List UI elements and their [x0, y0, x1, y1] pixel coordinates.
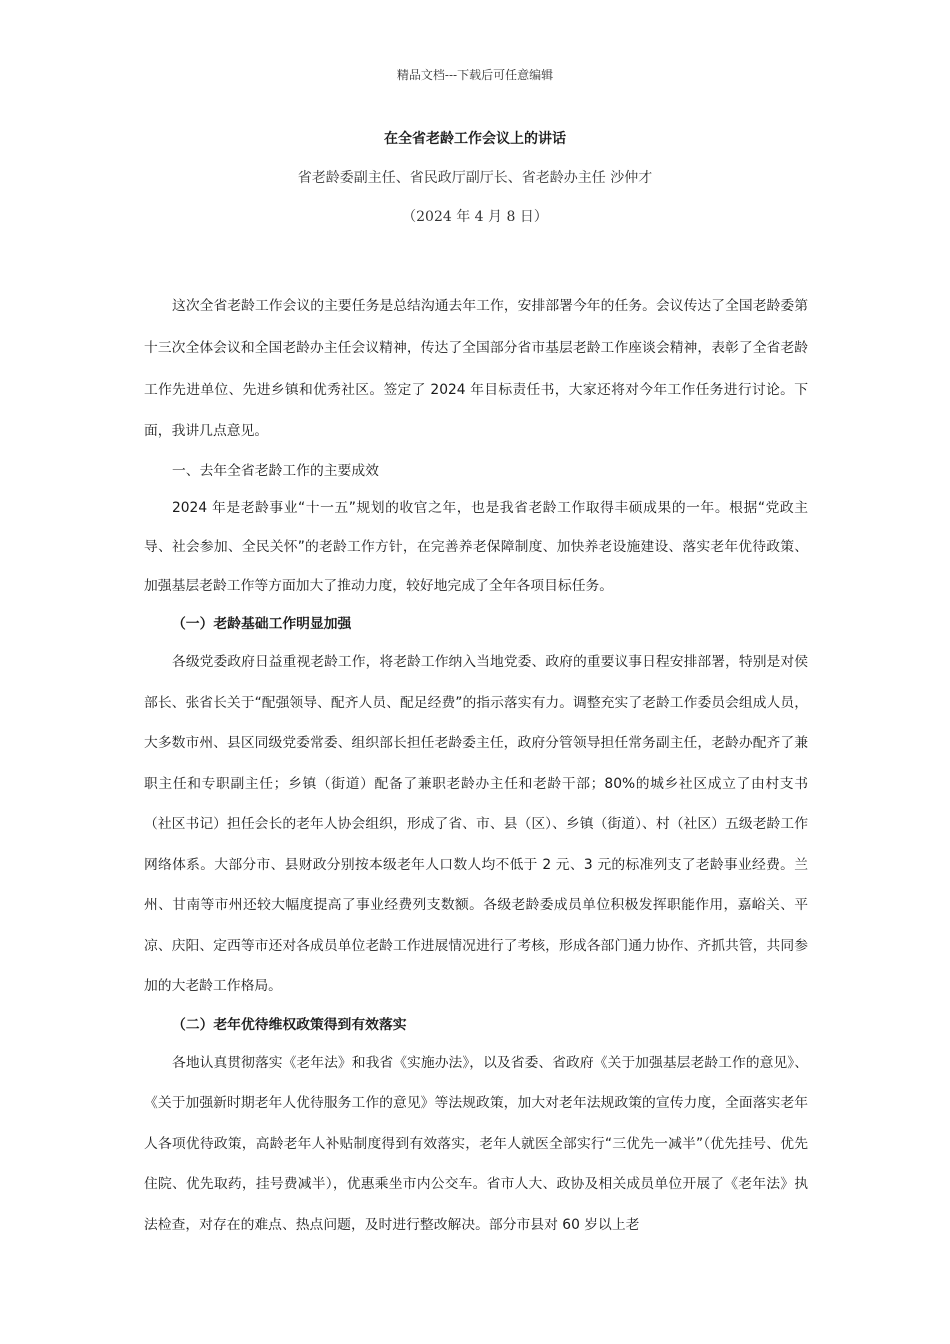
document-title: 在全省老龄工作会议上的讲话	[384, 131, 566, 147]
paragraph-basic-work: 各级党委政府日益重视老龄工作，将老龄工作纳入当地党委、政府的重要议事日程安排部署，特别是对侯部长、张省长关于“配强领导、配齐人员、配足经费”的指示落实有力。调整充实了老龄工作委员会组成人员，大多数市州、县区同级党委常委、组织部长担任老龄委主任，政府分管领导担任常务副主任，老龄办配齐了兼职主任和专职副主任；乡镇（街道）配备了兼职老龄办主任和老龄干部；80%的城乡社区成立了由村支书（社区书记）担任会长的老年人协会组织，形成了省、市、县（区）、乡镇（街道）、村（社区）五级老龄工作网络体系。大部分市、县财政分别按本级老年人口数人均不低于 2 元、3 元的标准列支了老龄事业经费。兰州、甘南等市州还较大幅度提高了事业经费列支数额。各级老龄委成员单位积极发挥职能作用，嘉峪关、平凉、庆阳、定西等市还对各成员单位老龄工作进展情况进行了考核，形成各部门通力协作、齐抓共管，共同参加的大老龄工作格局。	[144, 654, 808, 995]
header-note: 精品文档---下载后可任意编辑	[396, 68, 554, 82]
author-line: 省老龄委副主任、省民政厅副厅长、省老龄办主任 沙仲才	[297, 170, 653, 186]
subsection-heading-1: （一）老龄基础工作明显加强	[172, 616, 352, 633]
paragraph-policy: 各地认真贯彻落实《老年法》和我省《实施办法》，以及省委、省政府《关于加强基层老龄工作的意见》、《关于加强新时期老年人优待服务工作的意见》等法规政策，加大对老年法规政策的宣传力度，全面落实老年人各项优待政策，高龄老年人补贴制度得到有效落实，老年人就医全部实行“三优先一减半”（优先挂号、优先住院、优先取药，挂号费减半），优惠乘坐市内公交车。省市人大、政协及相关成员单位开展了《老年法》执法检查，对存在的难点、热点问题，及时进行整改解决。部分市县对 60 岁以上老	[144, 1054, 808, 1233]
document-body	[144, 286, 808, 1245]
subsection-heading-2: （二）老年优待维权政策得到有效落实	[172, 1016, 407, 1033]
section-heading-1: 一、去年全省老龄工作的主要成效	[172, 463, 379, 480]
paragraph-intro: 这次全省老龄工作会议的主要任务是总结沟通去年工作，安排部署今年的任务。会议传达了全国老龄委第十三次全体会议和全国老龄办主任会议精神，传达了全国部分省市基层老龄工作座谈会精神，表彰了全省老龄工作先进单位、先进乡镇和优秀社区。签定了 2024 年目标责任书，大家还将对今年工作任务进行讨论。下面，我讲几点意见。	[144, 298, 808, 440]
date-line: （2024 年 4 月 8 日）	[402, 209, 548, 225]
paragraph-overview: 2024 年是老龄事业“十一五”规划的收官之年，也是我省老龄工作取得丰硕成果的一年。根据“党政主导、社会参加、全民关怀”的老龄工作方针，在完善养老保障制度、加快养老设施建设、落实老年优待政策、加强基层老龄工作等方面加大了推动力度，较好地完成了全年各项目标任务。	[144, 500, 808, 595]
